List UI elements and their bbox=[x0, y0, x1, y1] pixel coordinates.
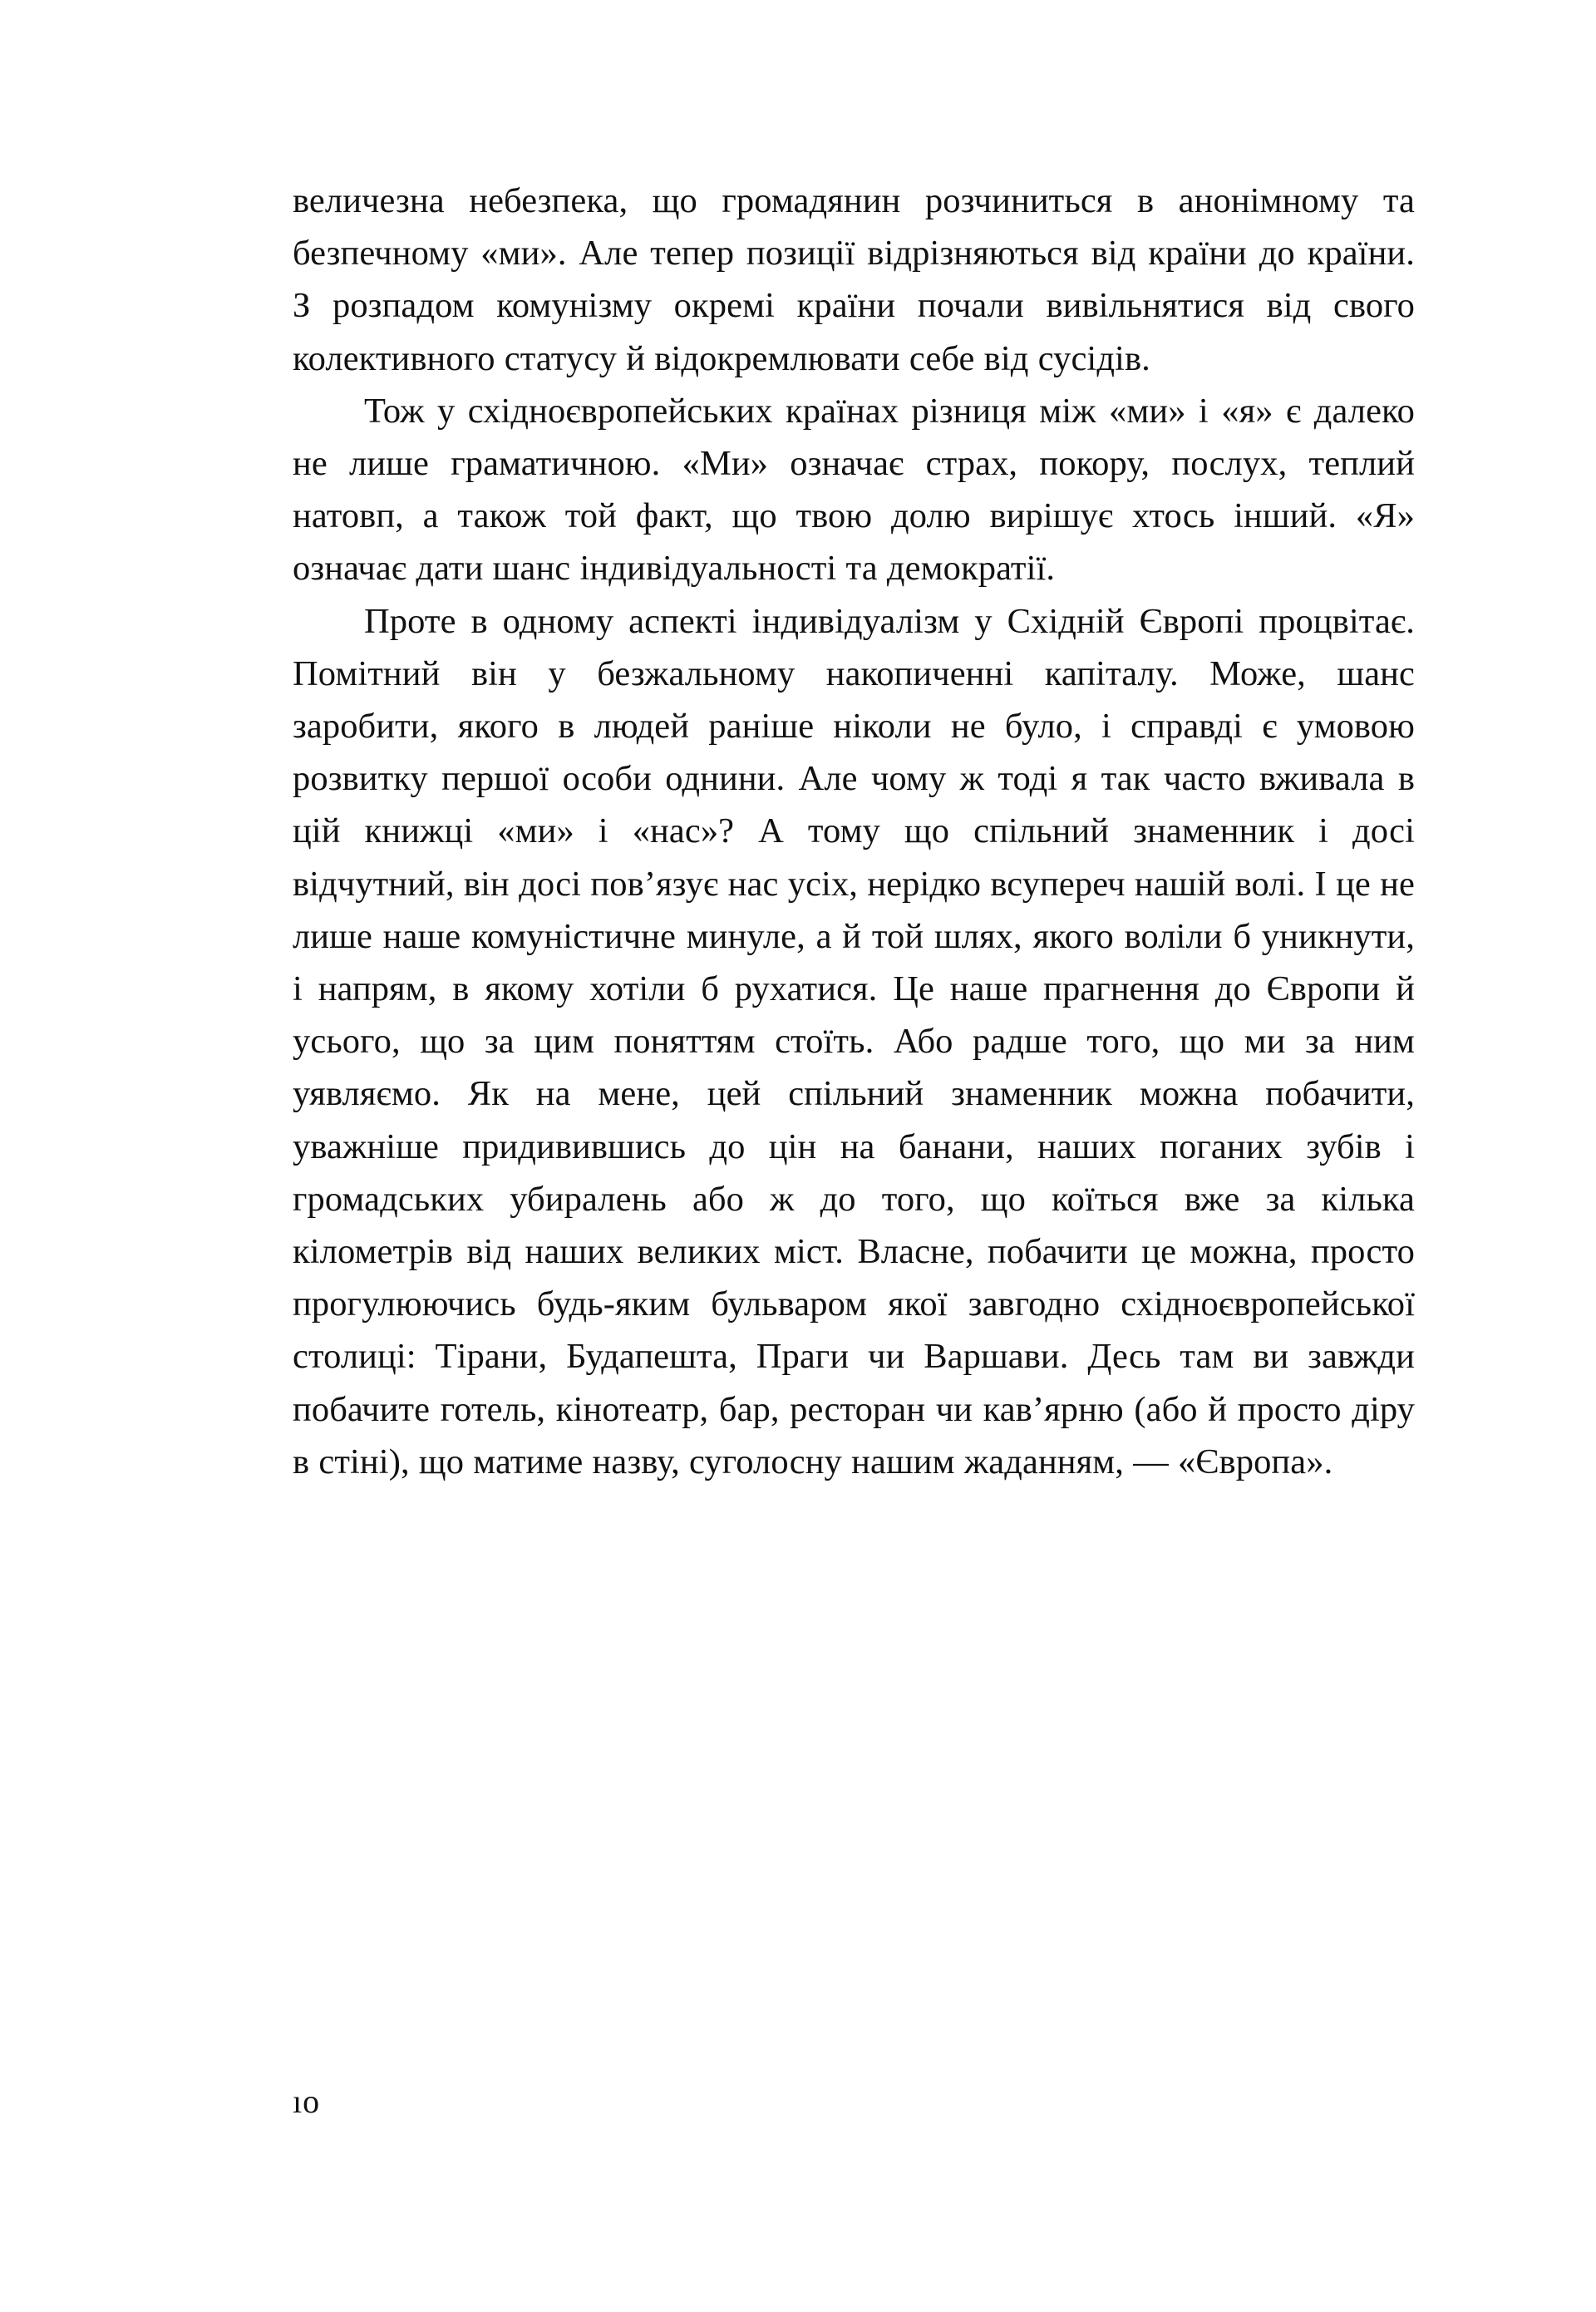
paragraph-2: Тож у східноєвропейських країнах різниця між «ми» і «я» є далеко не лише граматичною. «Ми» означає страх, покору, послух, теплий натовп, а також той факт, що твою долю вирішує хтось інший. «Я» означає дати шанс індивідуальності та демократії. bbox=[293, 391, 1415, 589]
paragraph-1: величезна небезпека, що громадянин розчиниться в анонімному та безпечному «ми». Але тепер позиції відрізняються від країни до країни. З розпадом комунізму окремі країни почали вивільнятися від свого колективного статусу й відокремлювати себе від сусідів. bbox=[293, 181, 1415, 378]
body-text-block bbox=[293, 175, 1415, 1488]
paragraph-3: Проте в одному аспекті індивідуалізм у Східній Європі процвітає. Помітний він у безжальному накопиченні капіталу. Може, шанс заробити, якого в людей раніше ніколи не було, і справді є умовою розвитку першої особи однини. Але чому ж тоді я так часто вживала в цій книжці «ми» і «нас»? А тому що спільний знаменник і досі відчутний, він досі пов’язує нас усіх, нерідко всупереч нашій волі. І це не лише наше комуністичне минуле, а й той шлях, якого воліли б уникнути, і напрям, в якому хотіли б рухатися. Це наше прагнення до Європи й усього, що за цим поняттям стоїть. Або радше того, що ми за ним уявляємо. Як на мене, цей спільний знаменник можна побачити, уважніше придивившись до цін на банани, наших поганих зубів і громадських убиралень або ж до того, що коїться вже за кілька кілометрів від наших великих міст. Власне, побачити це можна, просто прогулюючись будь-яким бульваром якої завгодно східноєвропейської столиці: Тірани, Будапешта, Праги чи Варшави. Десь там ви завжди побачите готель, кінотеатр, бар, ресторан чи кав’ярню (або й просто діру в стіні), що матиме назву, суголосну нашим жаданням, — «Європа». bbox=[293, 601, 1415, 1481]
page-number: ıo bbox=[293, 2083, 321, 2120]
